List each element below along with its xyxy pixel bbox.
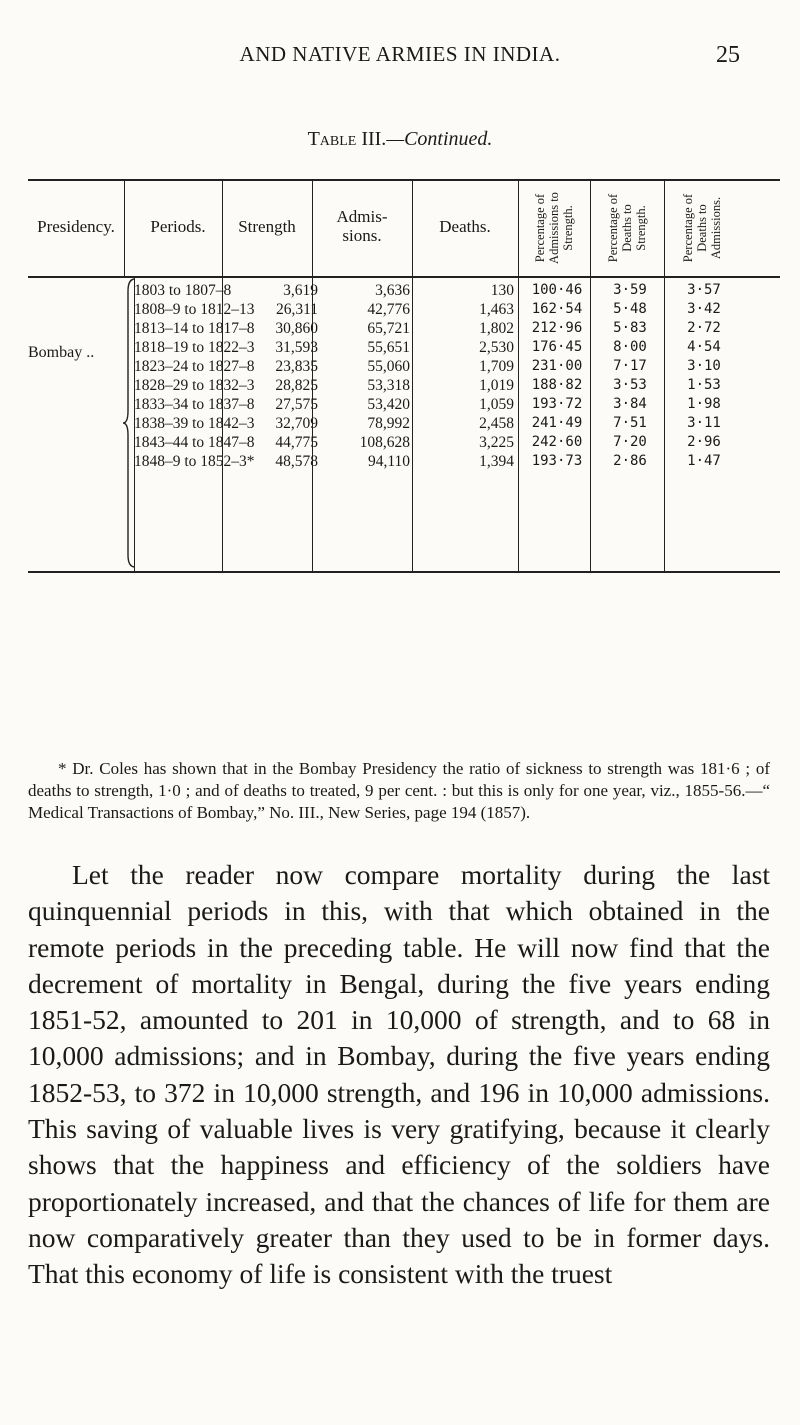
- cell-pct-deaths-admissions: 3·11: [687, 415, 721, 431]
- cell-pct-deaths-admissions: 4·54: [687, 339, 721, 355]
- cell-pct-deaths-strength: 7·20: [613, 434, 647, 450]
- cell-admissions: 78,992: [367, 415, 410, 432]
- cell-admissions: 108,628: [359, 434, 410, 451]
- cell-period: 1813–14 to 1817–8: [134, 320, 255, 337]
- table-row: [28, 452, 780, 471]
- header-presidency: Presidency.: [37, 217, 115, 236]
- header-pct-deaths-admissions: [681, 178, 723, 278]
- header-strength: Strength: [238, 217, 296, 236]
- cell-deaths: 1,463: [479, 301, 514, 318]
- cell-pct-admissions-strength: 162·54: [531, 301, 583, 317]
- page-number: 25: [716, 42, 740, 68]
- body-text: [28, 857, 770, 1293]
- cell-period: 1823–24 to 1827–8: [134, 358, 255, 375]
- cell-pct-admissions-strength: 212·96: [531, 320, 583, 336]
- header-line: Deaths to: [620, 204, 634, 252]
- cell-pct-deaths-strength: 3·53: [613, 377, 647, 393]
- cell-pct-admissions-strength: 193·72: [531, 396, 583, 412]
- cell-deaths: 1,059: [479, 396, 514, 413]
- cell-pct-deaths-strength: 5·48: [613, 301, 647, 317]
- cell-admissions: 94,110: [367, 453, 410, 470]
- header-pct-deaths-strength: [606, 178, 648, 278]
- running-title: AND NATIVE ARMIES IN INDIA.: [239, 42, 561, 66]
- cell-deaths: 1,709: [479, 358, 514, 375]
- cell-pct-deaths-admissions: 2·72: [687, 320, 721, 336]
- running-head: [60, 42, 740, 82]
- header-line: Percentage of: [681, 193, 695, 263]
- cell-admissions: 65,721: [367, 320, 410, 337]
- cell-strength: 26,311: [275, 301, 318, 318]
- cell-pct-deaths-admissions: 3·42: [687, 301, 721, 317]
- cell-deaths: 2,458: [479, 415, 514, 432]
- body-paragraph: Let the reader now compare mortality during the last quinquennial periods in this, with that which obtained in the remote periods in the preceding table. He will now find that the decrement of mortality in Bengal, during the five years ending 1851-52, amounted to 201 in 10,000 of strength, and to 68 in 10,000 admissions; and in Bombay, during the five years ending 1852-53, to 372 in 10,000 strength, and 196 in 10,000 admissions. This saving of valuable lives is very gratifying, because it clearly shows that the happiness and efficiency of the soldiers have proportionately increased, and that the chances of life for them are now comparatively greater than they used to be in former days. That this economy of life is consistent with the truest: [28, 859, 770, 1290]
- table-caption-continued: —Continued.: [386, 128, 493, 150]
- header-line: Deaths to: [695, 204, 709, 252]
- cell-period: 1838–39 to 1842–3: [134, 415, 255, 432]
- cell-pct-admissions-strength: 193·73: [531, 453, 583, 469]
- header-line: Strength.: [634, 205, 648, 251]
- cell-strength: 23,835: [275, 358, 318, 375]
- cell-pct-admissions-strength: 100·46: [531, 282, 583, 298]
- col-rule: [124, 179, 125, 276]
- cell-strength: 44,775: [275, 434, 318, 451]
- table-row: [28, 338, 780, 357]
- header-admissions: [312, 207, 412, 245]
- table-top-rule: [28, 179, 780, 181]
- cell-pct-deaths-strength: 7·51: [613, 415, 647, 431]
- cell-pct-deaths-admissions: 1·98: [687, 396, 721, 412]
- header-line: Admissions to: [547, 192, 561, 264]
- cell-strength: 31,593: [275, 339, 318, 356]
- cell-admissions: 42,776: [367, 301, 410, 318]
- cell-pct-deaths-strength: 2·86: [613, 453, 647, 469]
- cell-pct-admissions-strength: 176·45: [531, 339, 583, 355]
- cell-pct-admissions-strength: 242·60: [531, 434, 583, 450]
- cell-pct-admissions-strength: 241·49: [531, 415, 583, 431]
- cell-deaths: 130: [490, 282, 514, 299]
- cell-deaths: 1,394: [479, 453, 514, 470]
- cell-strength: 28,825: [275, 377, 318, 394]
- cell-pct-deaths-strength: 5·83: [613, 320, 647, 336]
- table-row: [28, 395, 780, 414]
- cell-pct-deaths-strength: 3·84: [613, 396, 647, 412]
- cell-period: 1803 to 1807–8: [134, 282, 232, 299]
- table-header-rule: [28, 276, 780, 278]
- cell-pct-deaths-admissions: 3·10: [687, 358, 721, 374]
- cell-strength: 32,709: [275, 415, 318, 432]
- cell-period: 1833–34 to 1837–8: [134, 396, 255, 413]
- header-admissions-line1: Admis-: [336, 207, 388, 226]
- cell-period: 1828–29 to 1832–3: [134, 377, 255, 394]
- cell-admissions: 53,318: [367, 377, 410, 394]
- table-row: [28, 376, 780, 395]
- table-caption: [0, 128, 800, 151]
- table-row: [28, 433, 780, 452]
- header-periods: Periods.: [150, 217, 206, 236]
- cell-deaths: 1,802: [479, 320, 514, 337]
- cell-strength: 3,619: [283, 282, 318, 299]
- presidency-label: Bombay ..: [28, 344, 95, 361]
- table-caption-main: Table III.: [307, 128, 387, 150]
- header-line: Admissions.: [709, 196, 723, 260]
- cell-admissions: 55,651: [367, 339, 410, 356]
- cell-strength: 27,575: [275, 396, 318, 413]
- cell-pct-deaths-strength: 8·00: [613, 339, 647, 355]
- cell-deaths: 3,225: [479, 434, 514, 451]
- cell-pct-deaths-admissions: 1·53: [687, 377, 721, 393]
- cell-period: 1818–19 to 1822–3: [134, 339, 255, 356]
- table-row: [28, 319, 780, 338]
- cell-pct-admissions-strength: 188·82: [531, 377, 583, 393]
- footnote: [28, 758, 770, 824]
- cell-period: 1843–44 to 1847–8: [134, 434, 255, 451]
- table-row: [28, 414, 780, 433]
- table-bottom-rule: [28, 571, 780, 573]
- header-deaths: Deaths.: [439, 217, 491, 236]
- cell-deaths: 1,019: [479, 377, 514, 394]
- cell-period: 1848–9 to 1852–3*: [134, 453, 255, 470]
- cell-admissions: 3,636: [375, 282, 410, 299]
- header-line: Percentage of: [606, 193, 620, 263]
- cell-pct-deaths-strength: 3·59: [613, 282, 647, 298]
- cell-pct-deaths-admissions: 2·96: [687, 434, 721, 450]
- table-row: [28, 281, 780, 300]
- header-pct-admissions-strength: [533, 178, 575, 278]
- cell-pct-admissions-strength: 231·00: [531, 358, 583, 374]
- header-line: Strength.: [561, 205, 575, 251]
- footnote-text: * Dr. Coles has shown that in the Bombay Presidency the ratio of sickness to strength was 181·6 ; of deaths to strength, 1·0 ; and of deaths to treated, 9 per cent. : but this is only for one year, viz., 1855-56.—“ Medical Transactions of Bombay,” No. III., New Series, page 194 (1857).: [28, 759, 770, 822]
- cell-strength: 30,860: [275, 320, 318, 337]
- cell-pct-deaths-admissions: 3·57: [687, 282, 721, 298]
- header-line: Percentage of: [533, 193, 547, 263]
- cell-pct-deaths-strength: 7·17: [613, 358, 647, 374]
- cell-deaths: 2,530: [479, 339, 514, 356]
- cell-strength: 48,578: [275, 453, 318, 470]
- mortality-table: [28, 179, 780, 705]
- header-admissions-line2: sions.: [342, 226, 382, 245]
- table-row: [28, 300, 780, 319]
- cell-period: 1808–9 to 1812–13: [134, 301, 255, 318]
- cell-admissions: 53,420: [367, 396, 410, 413]
- cell-pct-deaths-admissions: 1·47: [687, 453, 721, 469]
- cell-admissions: 55,060: [367, 358, 410, 375]
- table-row: [28, 357, 780, 376]
